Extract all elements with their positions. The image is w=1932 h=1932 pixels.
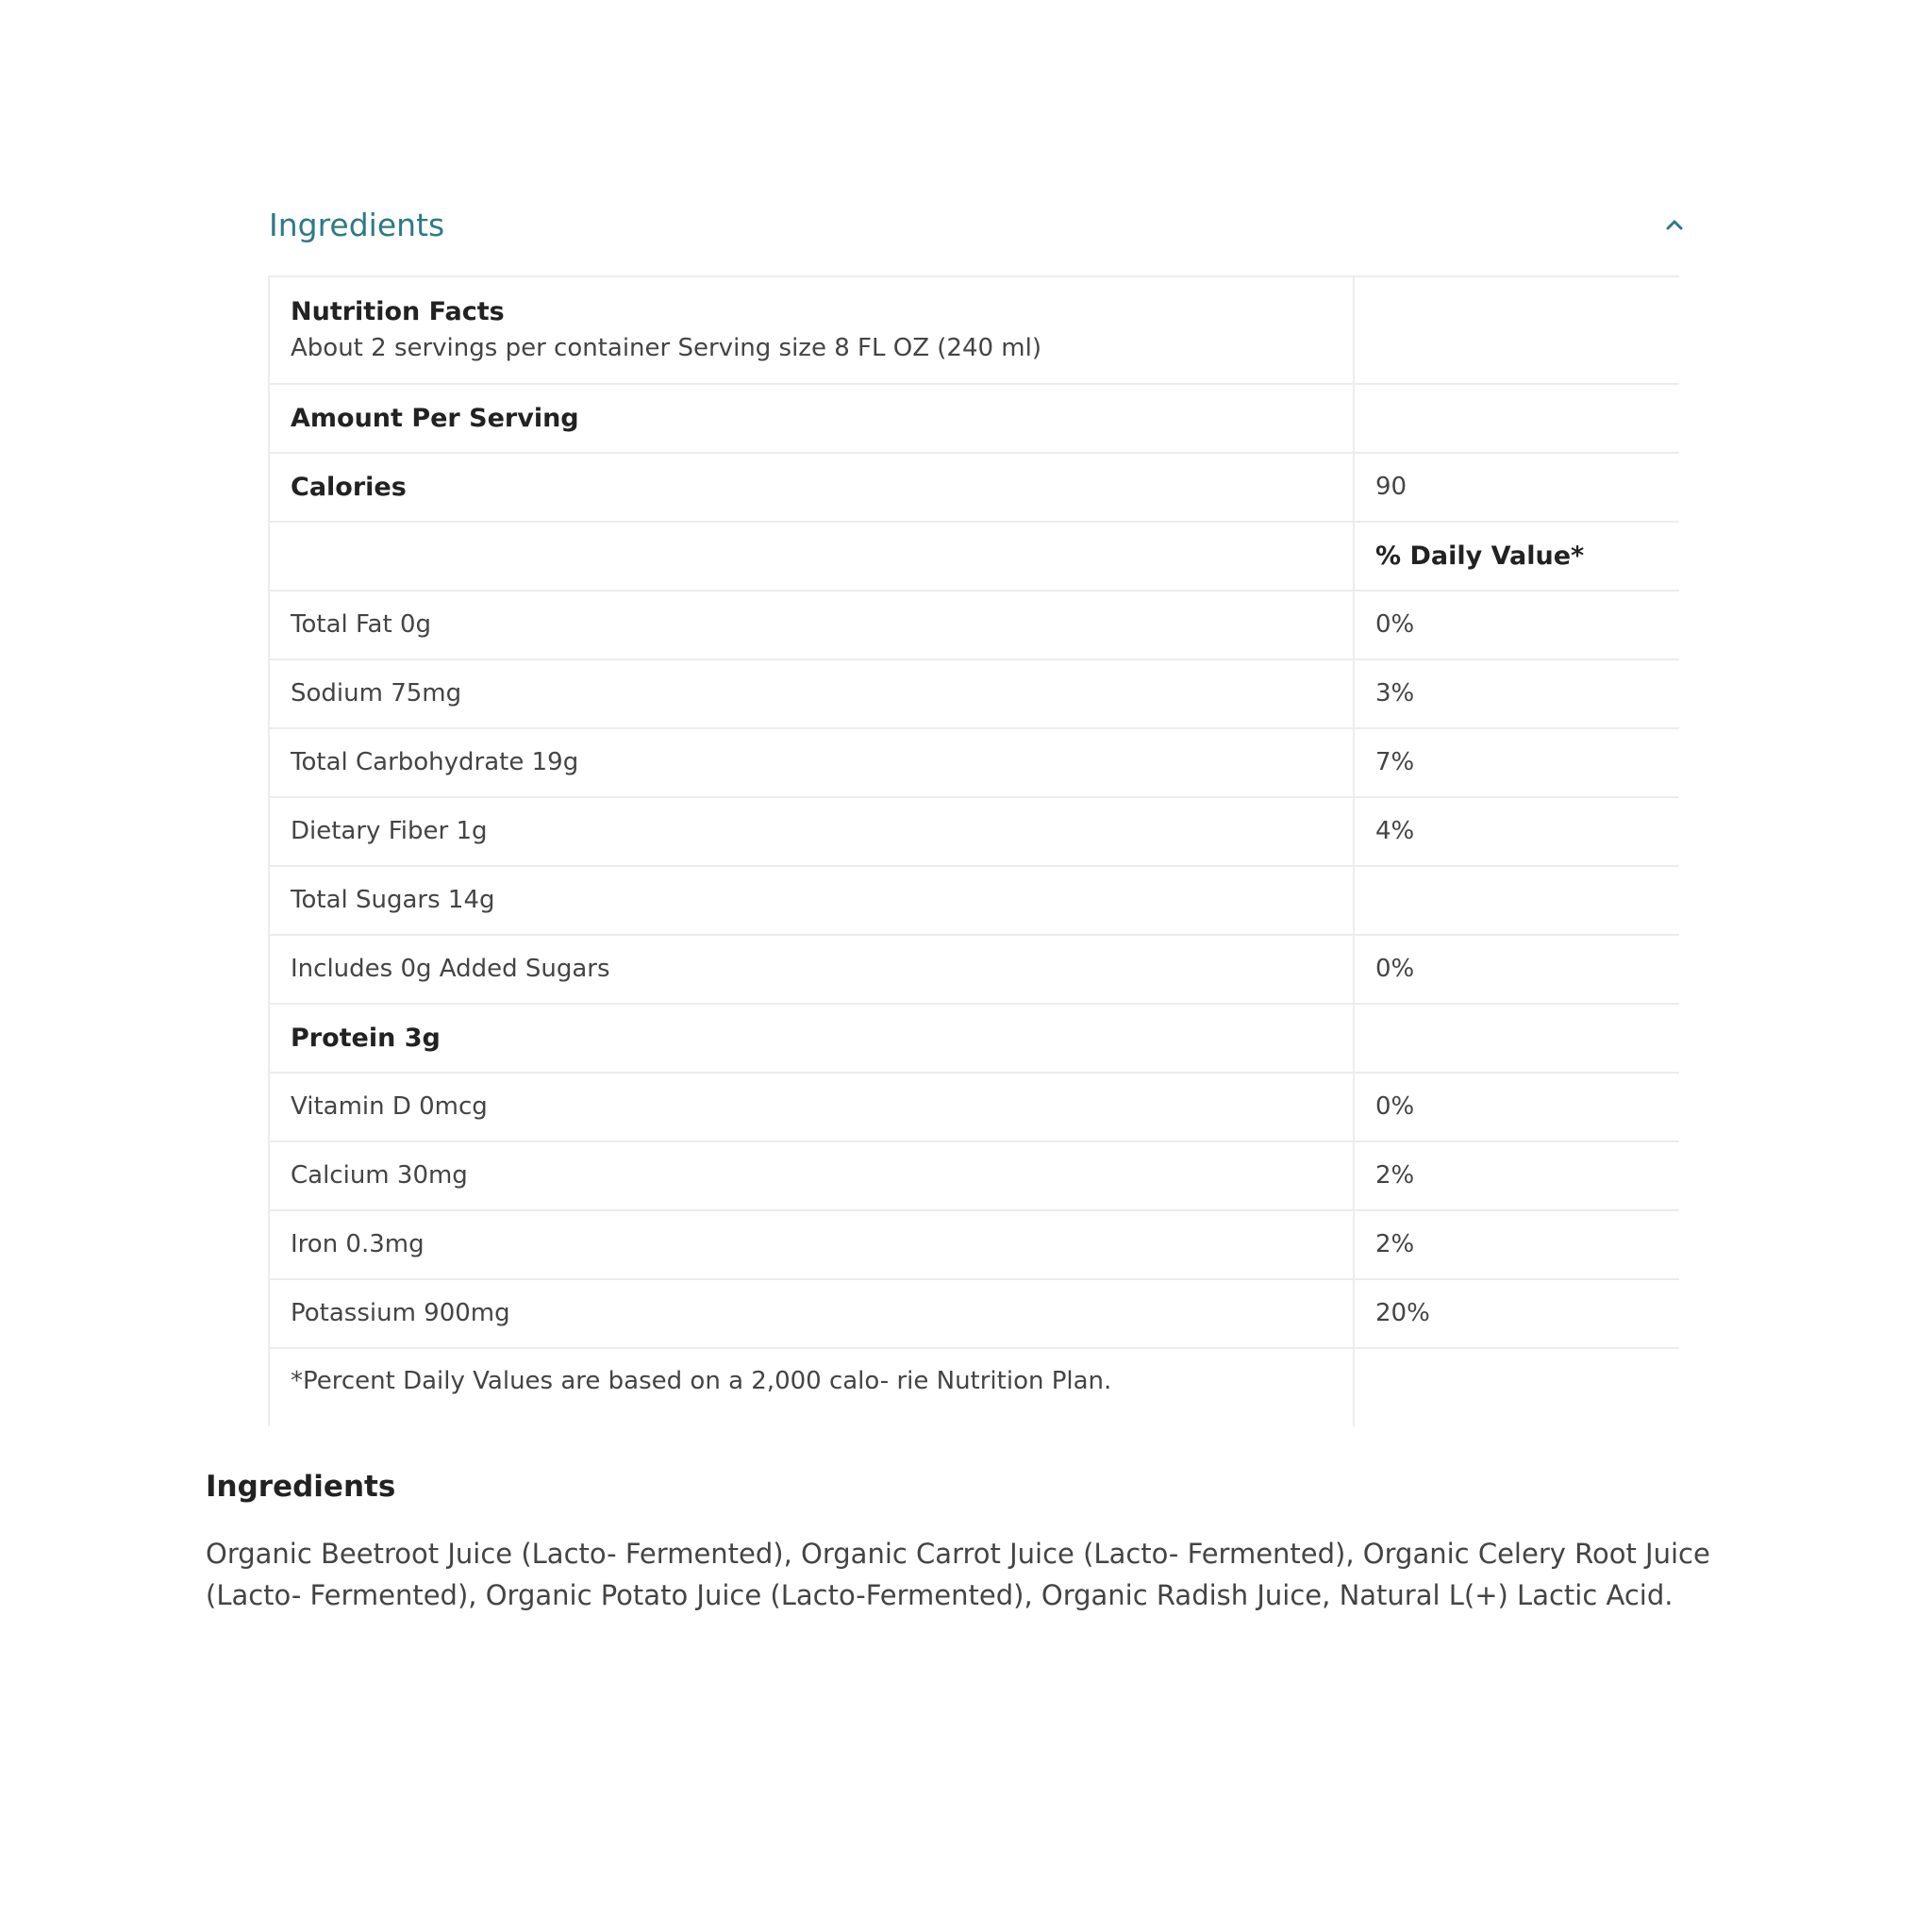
accordion-title: Ingredients bbox=[269, 206, 445, 243]
nutrient-label: Includes 0g Added Sugars bbox=[291, 954, 610, 983]
nutrition-facts-title: Nutrition Facts bbox=[291, 297, 505, 327]
table-row bbox=[269, 1073, 1679, 1141]
empty-cell bbox=[1354, 1348, 1679, 1426]
table-row bbox=[269, 591, 1679, 659]
servings-text: About 2 servings per container Serving size 8 FL OZ (240 ml) bbox=[291, 334, 1041, 362]
ingredients-accordion-header[interactable] bbox=[269, 198, 1693, 251]
calories-value: 90 bbox=[1375, 472, 1407, 501]
nutrient-label: Calcium 30mg bbox=[291, 1160, 468, 1190]
table-row bbox=[269, 453, 1679, 522]
table-row bbox=[269, 1004, 1679, 1073]
daily-value-header: % Daily Value* bbox=[1375, 541, 1585, 571]
empty-cell bbox=[1354, 276, 1679, 384]
table-row bbox=[269, 384, 1679, 453]
nutrient-value: 7% bbox=[1375, 747, 1415, 776]
chevron-up-icon[interactable] bbox=[1661, 211, 1688, 238]
nutrient-value: 2% bbox=[1375, 1229, 1415, 1258]
footnote-text: *Percent Daily Values are based on a 2,000 calo- rie Nutrition Plan. bbox=[291, 1367, 1112, 1395]
nutrient-label: Potassium 900mg bbox=[291, 1298, 510, 1327]
ingredients-list-text: Organic Beetroot Juice (Lacto- Fermented), Organic Carrot Juice (Lacto- Fermented), Organic Celery Root Juice (Lacto- Fermented), Organic Potato Juice (Lacto-Fermented), Organic Radish Juice, Natural L(+) Lactic Acid. bbox=[206, 1538, 1710, 1611]
protein-label: Protein 3g bbox=[291, 1023, 441, 1053]
nutrient-value: 3% bbox=[1375, 678, 1415, 708]
amount-per-serving-label: Amount Per Serving bbox=[291, 403, 579, 433]
nutrient-value: 0% bbox=[1375, 1091, 1415, 1121]
table-row bbox=[269, 659, 1679, 728]
nutrient-label: Sodium 75mg bbox=[291, 678, 462, 708]
nutrient-label: Total Sugars 14g bbox=[291, 885, 495, 914]
table-row bbox=[269, 935, 1679, 1004]
nutrient-value: 4% bbox=[1375, 816, 1415, 845]
table-row bbox=[269, 1348, 1679, 1426]
nutrient-label: Iron 0.3mg bbox=[291, 1229, 425, 1258]
ingredients-heading: Ingredients bbox=[206, 1470, 396, 1504]
nutrient-label: Dietary Fiber 1g bbox=[291, 816, 488, 845]
nutrient-value: 2% bbox=[1375, 1160, 1415, 1190]
table-row bbox=[269, 797, 1679, 866]
nutrient-label: Vitamin D 0mcg bbox=[291, 1091, 488, 1121]
empty-cell bbox=[1354, 1004, 1679, 1073]
calories-label: Calories bbox=[291, 472, 407, 502]
table-row bbox=[269, 276, 1679, 384]
table-row bbox=[269, 1141, 1679, 1210]
table-row bbox=[269, 866, 1679, 935]
nutrient-value: 0% bbox=[1375, 609, 1415, 639]
nutrition-facts-table bbox=[268, 275, 1679, 1426]
nutrient-value: 0% bbox=[1375, 954, 1415, 983]
nutrient-label: Total Carbohydrate 19g bbox=[291, 747, 579, 776]
table-row bbox=[269, 1210, 1679, 1279]
table-row bbox=[269, 522, 1679, 591]
table-row bbox=[269, 1279, 1679, 1348]
nutrient-value: 20% bbox=[1375, 1298, 1430, 1327]
empty-cell bbox=[269, 522, 1354, 591]
table-row bbox=[269, 728, 1679, 797]
nutrient-label: Total Fat 0g bbox=[291, 609, 431, 639]
nutrition-header-cell bbox=[269, 276, 1354, 384]
empty-cell bbox=[1354, 384, 1679, 453]
